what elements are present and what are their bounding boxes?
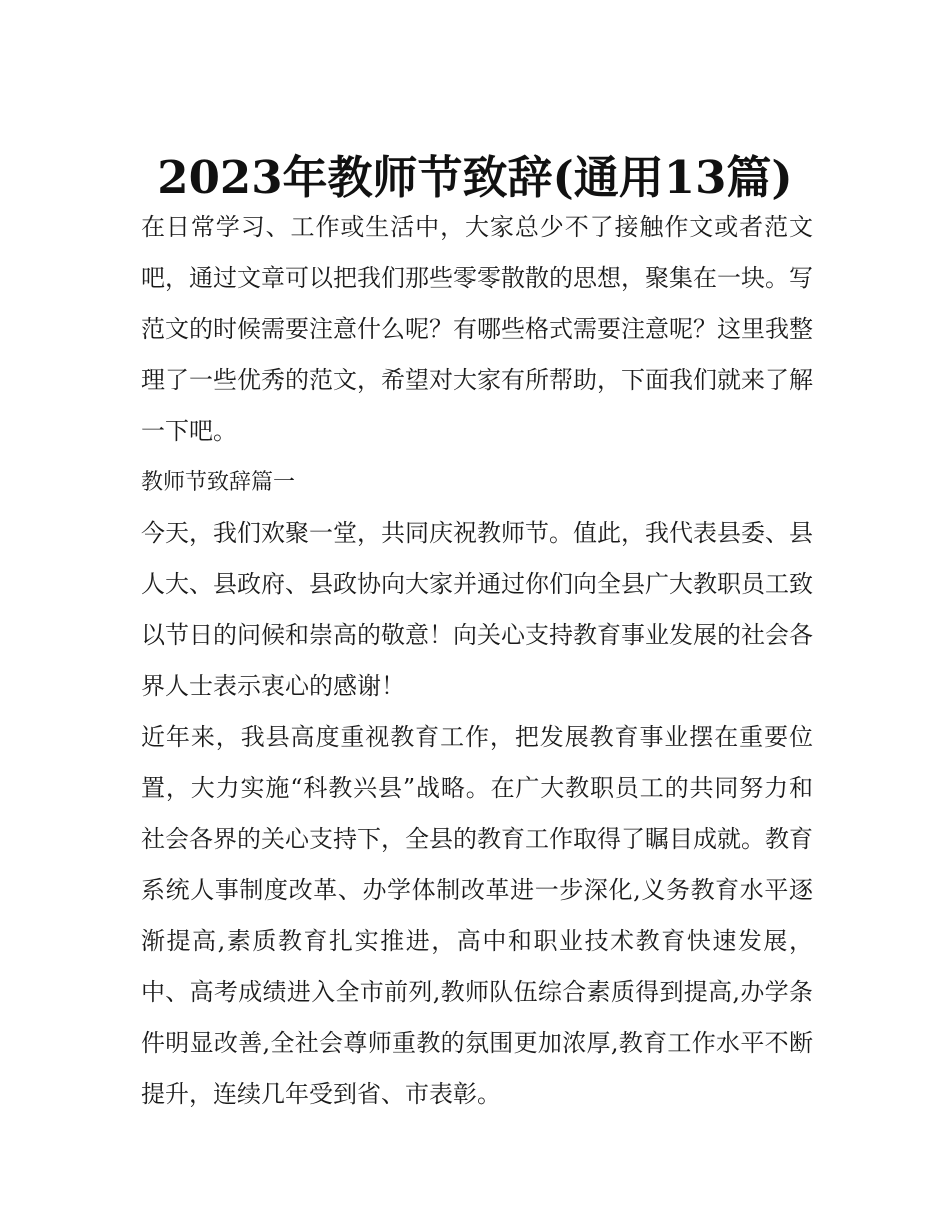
intro-paragraph: 在日常学习、工作或生活中，大家总少不了接触作文或者范文吧，通过文章可以把我们那些零零散散的思想，聚集在一块。写范文的时候需要注意什么呢？有哪些格式需要注意呢？这里我整理了一些优秀的范文，希望对大家有所帮助，下面我们就来了解一下吧。: [141, 213, 813, 445]
body-paragraph-1: 今天，我们欢聚一堂，共同庆祝教师节。值此，我代表县委、县人大、县政府、县政协向大家并通过你们向全县广大教职员工致以节日的问候和崇高的敬意！向关心支持教育事业发展的社会各界人士表示衷心的感谢！: [141, 519, 813, 700]
body-paragraph-2: 近年来，我县高度重视教育工作，把发展教育事业摆在重要位置，大力实施“科教兴县”战略。在广大教职员工的共同努力和社会各界的关心支持下，全县的教育工作取得了瞩目成就。教育系统人事制度改革、办学体制改革进一步深化,义务教育水平逐渐提高,素质教育扎实推进，高中和职业技术教育快速发展，中、高考成绩进入全市前列,教师队伍综合素质得到提高,办学条件明显改善,全社会尊师重教的氛围更加浓厚,教育工作水平不断提升，连续几年受到省、市表彰。: [141, 723, 813, 1108]
document-body: [141, 202, 813, 1120]
section-heading: 教师节致辞篇一: [141, 470, 296, 495]
document-title: 2023年教师节致辞(通用13篇): [157, 151, 793, 205]
